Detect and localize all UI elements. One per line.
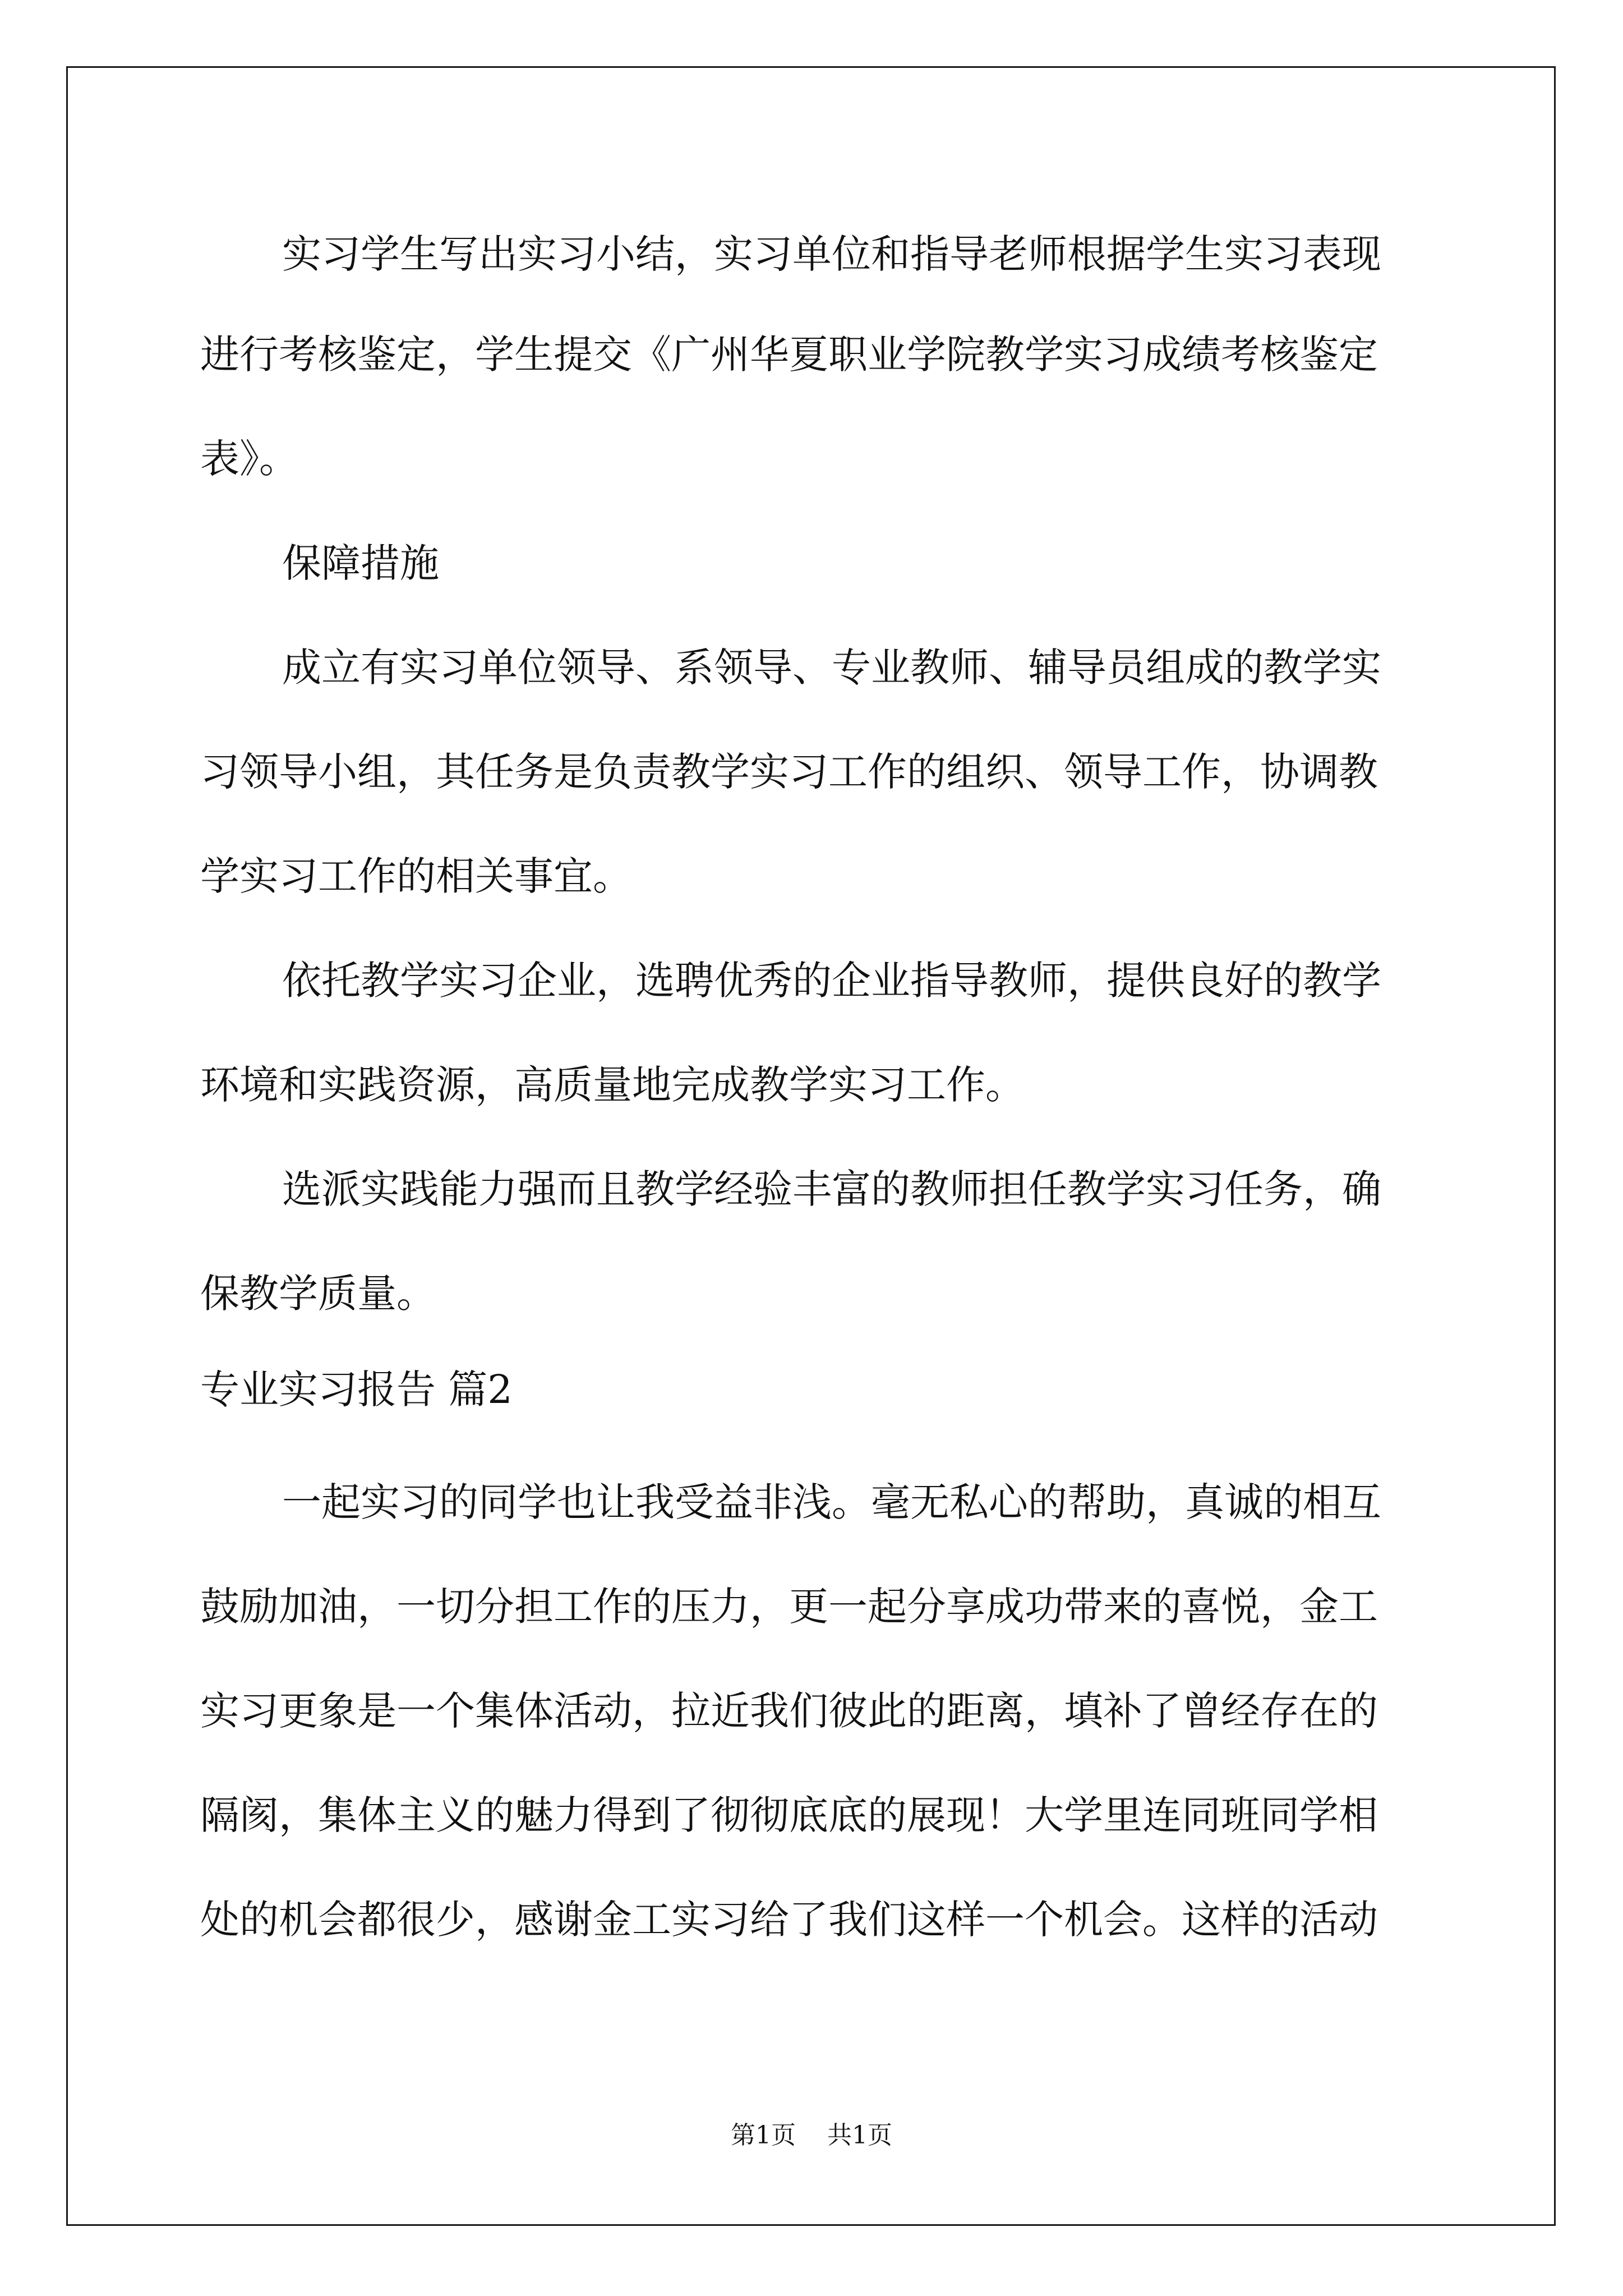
paragraph-line: 保教学质量。 (200, 1271, 436, 1317)
paragraph-line: 依托教学实习企业，选聘优秀的企业指导教师，提供良好的教学 (282, 958, 1381, 1004)
paragraph-line: 隔阂，集体主义的魅力得到了彻彻底底的展现！大学里连同班同学相 (200, 1792, 1378, 1838)
page-footer (0, 2115, 1623, 2151)
page-number: 第1页 (731, 2121, 796, 2150)
article-subtitle: 专业实习报告 篇2 (200, 1366, 513, 1412)
paragraph-line: 实习学生写出实习小结，实习单位和指导老师根据学生实习表现 (282, 231, 1381, 277)
paragraph-line: 表》。 (200, 436, 298, 482)
paragraph-line: 一起实习的同学也让我受益非浅。毫无私心的帮助，真诚的相互 (282, 1479, 1381, 1525)
paragraph-line: 环境和实践资源，高质量地完成教学实习工作。 (200, 1062, 1025, 1108)
paragraph-line: 进行考核鉴定，学生提交《广州华夏职业学院教学实习成绩考核鉴定 (200, 332, 1378, 378)
page-total: 共1页 (827, 2121, 892, 2150)
paragraph-line: 选派实践能力强而且教学经验丰富的教师担任教学实习任务，确 (282, 1166, 1381, 1212)
paragraph-line: 鼓励加油，一切分担工作的压力，更一起分享成功带来的喜悦，金工 (200, 1584, 1378, 1630)
paragraph-line: 处的机会都很少，感谢金工实习给了我们这样一个机会。这样的活动 (200, 1897, 1378, 1943)
paragraph-line: 学实习工作的相关事宜。 (200, 853, 632, 899)
section-heading: 保障措施 (282, 540, 439, 586)
paragraph-line: 习领导小组，其任务是负责教学实习工作的组织、领导工作，协调教 (200, 749, 1378, 795)
paragraph-line: 实习更象是一个集体活动，拉近我们彼此的距离，填补了曾经存在的 (200, 1688, 1378, 1734)
paragraph-line: 成立有实习单位领导、系领导、专业教师、辅导员组成的教学实 (282, 645, 1381, 691)
